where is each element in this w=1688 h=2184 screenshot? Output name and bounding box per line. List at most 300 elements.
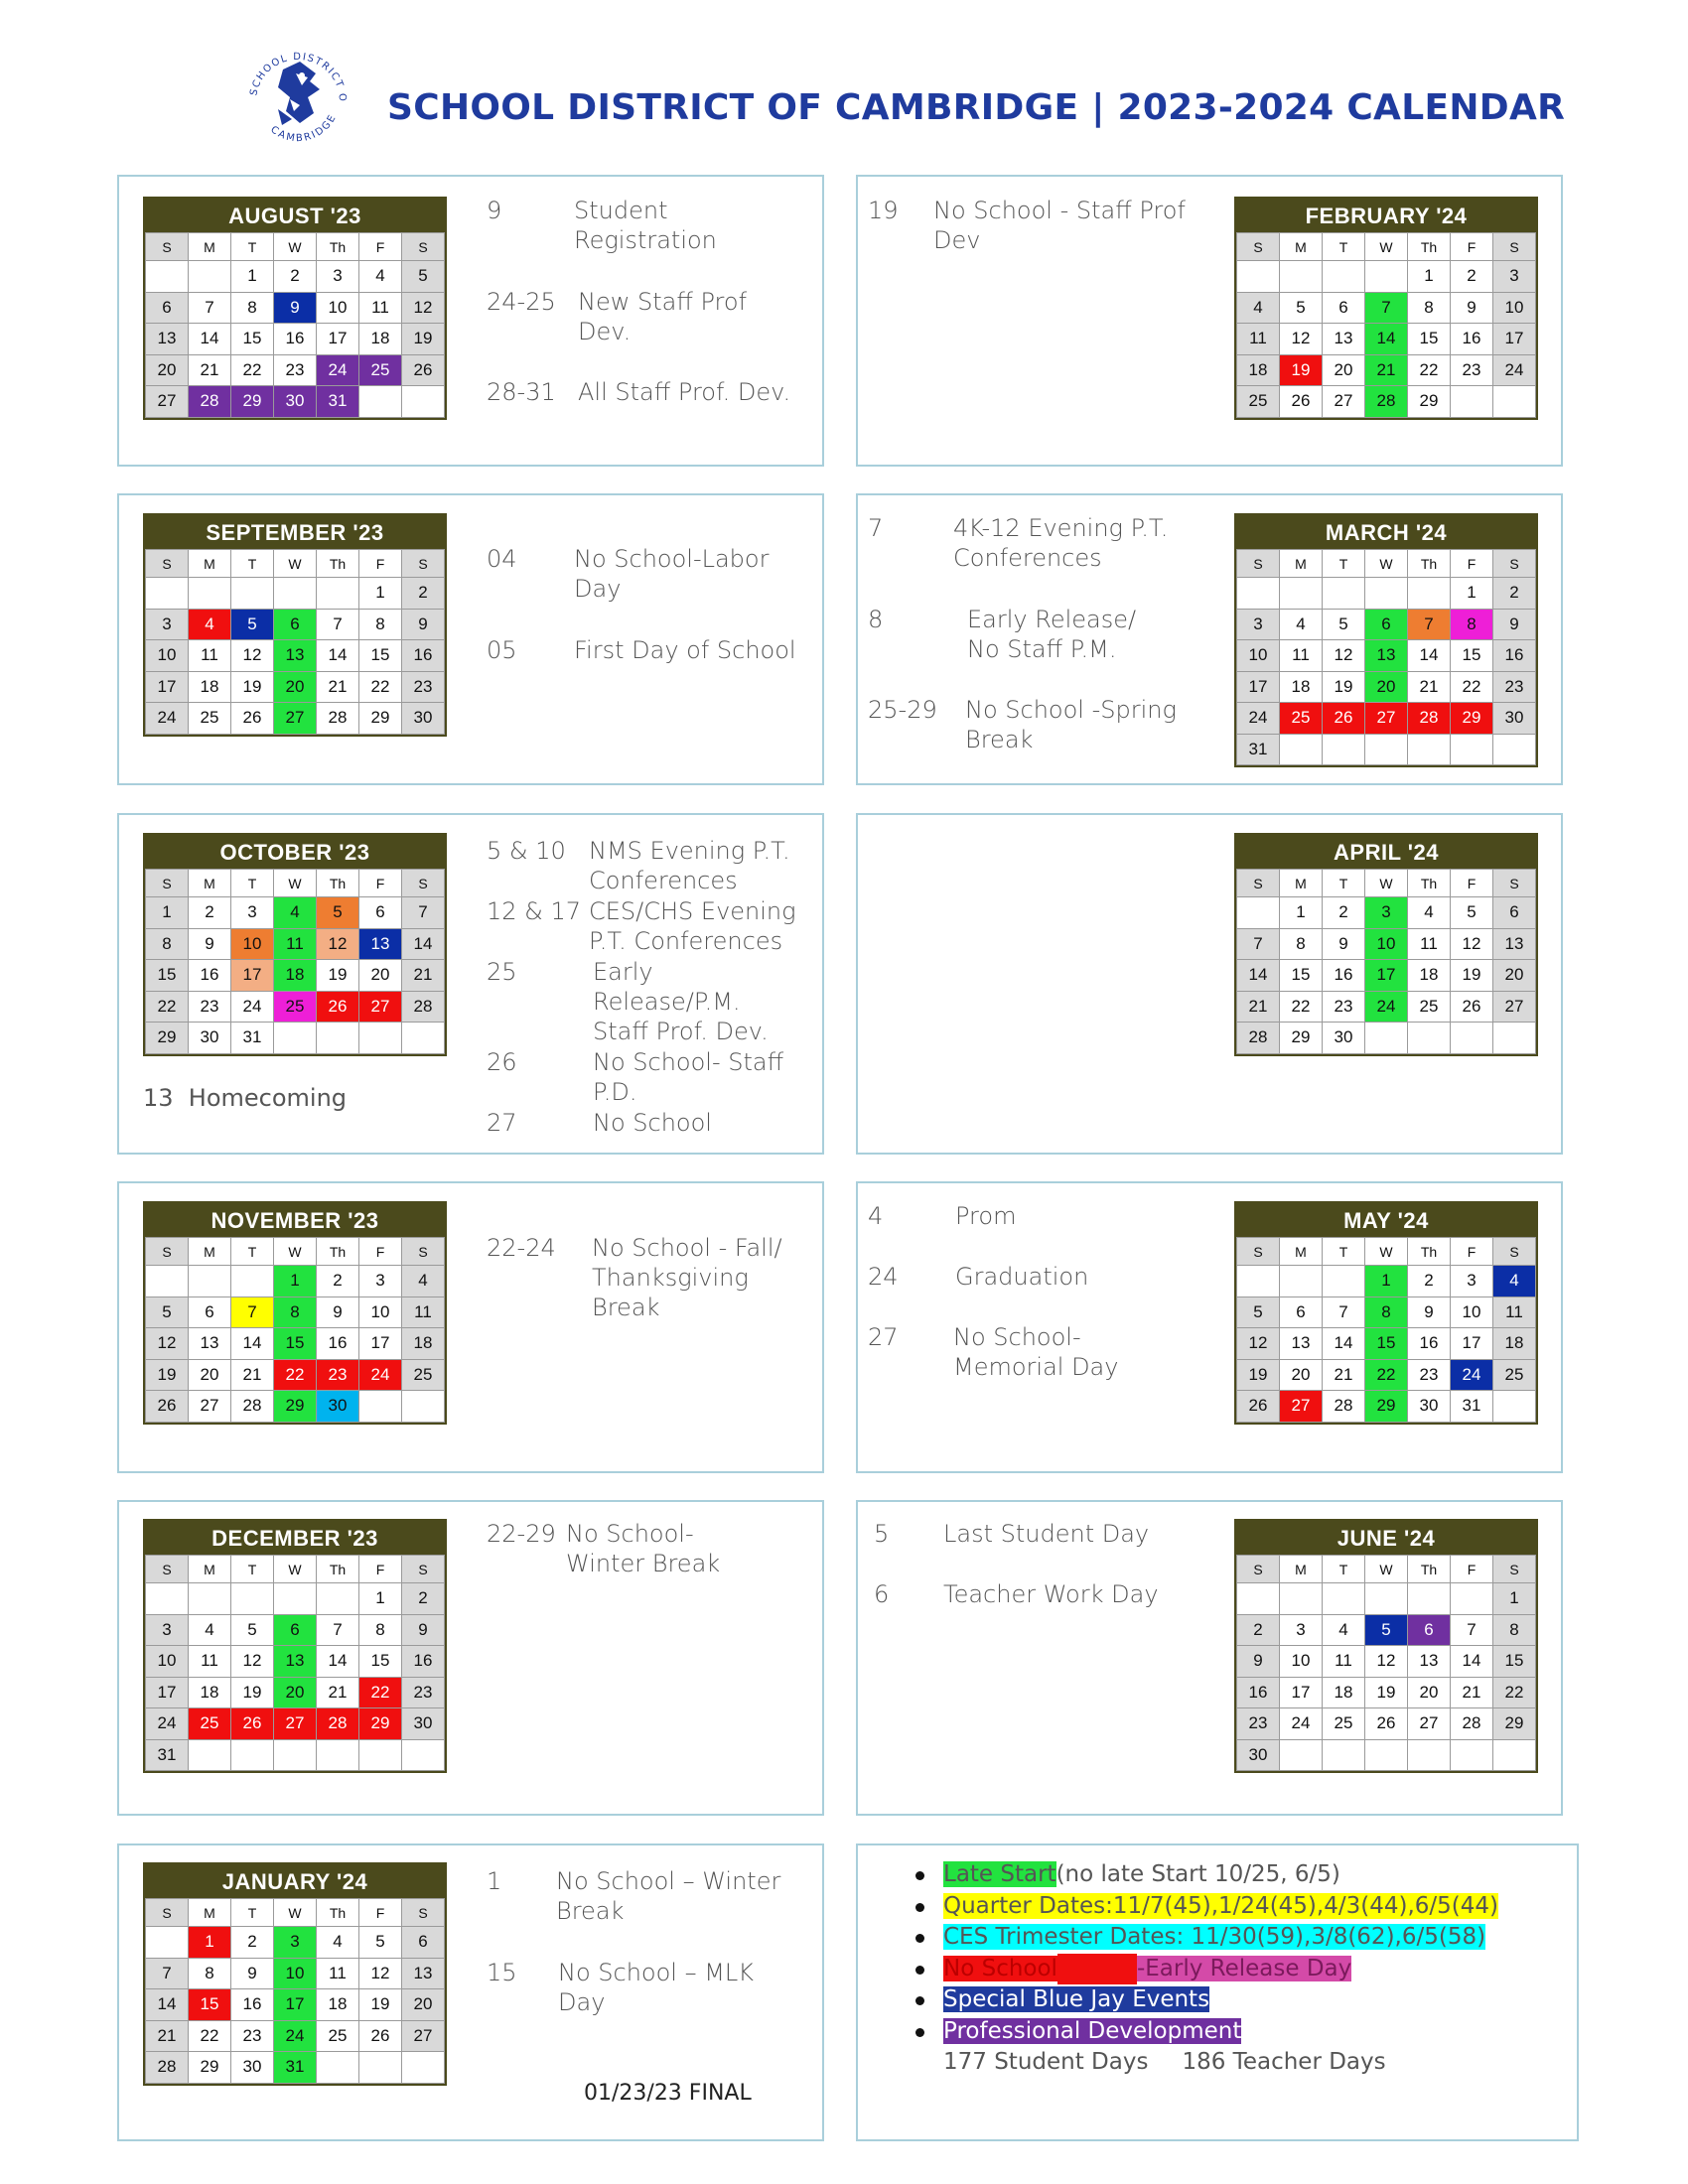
empty-day-cell: [1280, 734, 1323, 765]
day-cell: 2: [402, 1583, 445, 1615]
month-grid: [1236, 232, 1536, 418]
weekday-header-row: [146, 233, 445, 261]
day-cell: 23: [1323, 991, 1365, 1023]
day-cell: 4: [1493, 1266, 1536, 1297]
day-cell: 27: [402, 2020, 445, 2052]
day-cell: 19: [1280, 354, 1323, 386]
day-cell: 6: [1280, 1297, 1323, 1328]
day-cell: 2: [189, 897, 231, 929]
day-cell: 8: [1408, 292, 1451, 324]
week-row: [1237, 1614, 1536, 1646]
day-cell: 17: [1365, 960, 1408, 992]
weekday-header-row: [146, 1238, 445, 1266]
day-cell: 5: [1237, 1297, 1280, 1328]
day-cell: 11: [359, 292, 402, 324]
day-cell: 2: [1408, 1266, 1451, 1297]
month-grid: [145, 1237, 445, 1423]
event-text: No School-Labor Day: [574, 545, 770, 603]
day-cell: 28: [1408, 703, 1451, 735]
month-grid: [145, 1898, 445, 2084]
day-cell: 18: [1408, 960, 1451, 992]
day-cell: 6: [1493, 897, 1536, 929]
day-cell: 20: [146, 354, 189, 386]
day-cell: 19: [231, 1677, 274, 1708]
event-date: 28-31: [487, 378, 556, 406]
empty-day-cell: [189, 1583, 231, 1615]
weekday-label: S: [146, 1899, 189, 1927]
day-cell: 31: [1451, 1391, 1493, 1423]
week-row: [1237, 1297, 1536, 1328]
day-cell: 24: [317, 354, 359, 386]
weekday-label: F: [359, 1556, 402, 1583]
week-row: [146, 991, 445, 1023]
weekday-label: Th: [317, 550, 359, 578]
day-cell: 13: [1280, 1328, 1323, 1360]
day-cell: 26: [1323, 703, 1365, 735]
day-cell: 19: [1451, 960, 1493, 992]
empty-day-cell: [1365, 1583, 1408, 1615]
week-row: [1237, 1739, 1536, 1771]
day-cell: 17: [274, 1989, 317, 2021]
day-cell: 7: [317, 609, 359, 640]
day-cell: 1: [231, 261, 274, 293]
day-cell: 4: [1323, 1614, 1365, 1646]
day-cell: 12: [231, 640, 274, 672]
weekday-header-row: [1237, 550, 1536, 578]
day-cell: 21: [1237, 991, 1280, 1023]
week-row: [146, 1677, 445, 1708]
day-cell: 25: [1408, 991, 1451, 1023]
empty-day-cell: [1365, 261, 1408, 293]
weekday-label: Th: [1408, 1238, 1451, 1266]
day-cell: 11: [317, 1958, 359, 1989]
day-cell: 23: [274, 354, 317, 386]
weekday-header-row: [1237, 233, 1536, 261]
day-cell: 10: [1493, 292, 1536, 324]
day-cell: 11: [402, 1297, 445, 1328]
week-row: [1237, 1359, 1536, 1391]
event-item: [874, 1579, 1211, 1609]
day-cell: 30: [231, 2052, 274, 2084]
day-totals: [910, 2047, 1545, 2078]
late-start-note: (no late Start 10/25, 6/5): [1055, 1861, 1340, 1887]
day-cell: 30: [1493, 703, 1536, 735]
month-grid: [145, 1555, 445, 1771]
day-cell: 25: [402, 1359, 445, 1391]
day-cell: 18: [359, 324, 402, 355]
empty-day-cell: [146, 578, 189, 610]
week-row: [1237, 671, 1536, 703]
day-cell: 18: [189, 671, 231, 703]
day-cell: 5: [317, 897, 359, 929]
legend-trimester-dates: [910, 1922, 1545, 1954]
day-cell: 3: [231, 897, 274, 929]
day-cell: 21: [189, 354, 231, 386]
day-cell: 17: [146, 671, 189, 703]
week-row: [146, 1614, 445, 1646]
event-date: 4: [868, 1202, 884, 1230]
week-row: [1237, 640, 1536, 672]
weekday-label: W: [274, 870, 317, 897]
day-cell: 13: [189, 1328, 231, 1360]
day-cell: 28: [1323, 1391, 1365, 1423]
event-text: No School- Winter Break: [566, 1520, 721, 1577]
empty-day-cell: [1493, 1739, 1536, 1771]
day-cell: 24: [231, 991, 274, 1023]
week-row: [1237, 1266, 1536, 1297]
day-cell: 1: [1365, 1266, 1408, 1297]
event-date: 1: [487, 1867, 502, 1895]
day-cell: 26: [359, 2020, 402, 2052]
day-cell: 28: [1451, 1708, 1493, 1740]
day-cell: 27: [274, 703, 317, 735]
weekday-label: T: [1323, 550, 1365, 578]
calendar-may: [1234, 1201, 1538, 1425]
week-row: [146, 261, 445, 293]
day-cell: 14: [1237, 960, 1280, 992]
event-text: Early Release/ No Staff P.M.: [967, 606, 1137, 663]
weekday-label: W: [274, 1556, 317, 1583]
empty-day-cell: [317, 578, 359, 610]
day-cell: 12: [1451, 928, 1493, 960]
empty-day-cell: [1280, 1739, 1323, 1771]
event-text: 4K-12 Evening P.T. Conferences: [953, 514, 1169, 572]
empty-day-cell: [231, 578, 274, 610]
weekday-label: Th: [1408, 870, 1451, 897]
day-cell: 24: [1493, 354, 1536, 386]
day-cell: 17: [1451, 1328, 1493, 1360]
weekday-label: W: [1365, 870, 1408, 897]
weekday-label: S: [146, 1556, 189, 1583]
day-cell: 29: [1408, 386, 1451, 418]
day-cell: 21: [1408, 671, 1451, 703]
day-cell: 16: [1408, 1328, 1451, 1360]
day-cell: 12: [1323, 640, 1365, 672]
day-cell: 8: [1451, 609, 1493, 640]
day-cell: 4: [1280, 609, 1323, 640]
day-cell: 5: [1280, 292, 1323, 324]
day-cell: 29: [274, 1391, 317, 1423]
day-cell: 9: [1493, 609, 1536, 640]
day-cell: 7: [1451, 1614, 1493, 1646]
day-cell: 15: [189, 1989, 231, 2021]
empty-day-cell: [1280, 578, 1323, 610]
weekday-label: S: [146, 233, 189, 261]
weekday-label: Th: [1408, 1556, 1451, 1583]
empty-day-cell: [274, 1739, 317, 1771]
week-row: [146, 960, 445, 992]
day-cell: 11: [189, 1646, 231, 1678]
empty-day-cell: [1280, 261, 1323, 293]
event-item: [868, 196, 1205, 255]
day-cell: 15: [359, 640, 402, 672]
day-cell: 31: [231, 1023, 274, 1054]
weekday-label: W: [1365, 1556, 1408, 1583]
day-cell: 7: [1323, 1297, 1365, 1328]
weekday-header-row: [146, 870, 445, 897]
event-text: Last Student Day: [943, 1520, 1150, 1548]
day-cell: 28: [402, 991, 445, 1023]
day-cell: 25: [317, 2020, 359, 2052]
empty-day-cell: [1237, 578, 1280, 610]
weekday-label: T: [1323, 1238, 1365, 1266]
day-cell: 31: [317, 386, 359, 418]
day-cell: 24: [1280, 1708, 1323, 1740]
day-cell: 31: [274, 2052, 317, 2084]
day-cell: 7: [189, 292, 231, 324]
event-text: New Staff Prof Dev.: [578, 288, 748, 345]
weekday-label: M: [189, 1238, 231, 1266]
event-date: 05: [487, 636, 517, 664]
day-cell: 13: [1493, 928, 1536, 960]
day-cell: 9: [1237, 1646, 1280, 1678]
day-cell: 16: [274, 324, 317, 355]
day-cell: 10: [1237, 640, 1280, 672]
weekday-label: F: [1451, 1556, 1493, 1583]
blue-jay-logo: [238, 40, 357, 157]
day-cell: 22: [1493, 1677, 1536, 1708]
professional-development-label: Professional Development: [943, 2017, 1242, 2044]
empty-day-cell: [146, 1583, 189, 1615]
weekday-label: S: [402, 870, 445, 897]
weekday-label: T: [231, 870, 274, 897]
day-cell: 24: [274, 2020, 317, 2052]
event-item: [487, 544, 819, 604]
calendar-february: [1234, 197, 1538, 420]
empty-day-cell: [1323, 734, 1365, 765]
month-grid: [145, 549, 445, 735]
calendar-september: [143, 513, 447, 737]
event-text: No School -Spring Break: [965, 696, 1177, 753]
empty-day-cell: [1323, 1583, 1365, 1615]
day-cell: 7: [1408, 609, 1451, 640]
week-row: [1237, 960, 1536, 992]
day-cell: 14: [402, 928, 445, 960]
event-text: Graduation: [955, 1263, 1089, 1291]
event-item: [487, 1233, 819, 1322]
legend-special-events: [910, 1984, 1545, 2016]
week-row: [146, 1958, 445, 1989]
event-text: All Staff Prof. Dev.: [578, 378, 791, 406]
weekday-label: F: [1451, 550, 1493, 578]
day-cell: 9: [1451, 292, 1493, 324]
day-cell: 21: [1451, 1677, 1493, 1708]
week-row: [1237, 324, 1536, 355]
day-cell: 16: [402, 640, 445, 672]
empty-day-cell: [359, 2052, 402, 2084]
day-cell: 21: [402, 960, 445, 992]
day-cell: 20: [189, 1359, 231, 1391]
weekday-label: T: [231, 1556, 274, 1583]
weekday-label: Th: [317, 1899, 359, 1927]
empty-day-cell: [1451, 1583, 1493, 1615]
day-cell: 20: [1493, 960, 1536, 992]
week-row: [146, 1266, 445, 1297]
empty-day-cell: [317, 1739, 359, 1771]
day-cell: 10: [359, 1297, 402, 1328]
day-cell: 4: [189, 609, 231, 640]
day-cell: 7: [146, 1958, 189, 1989]
week-row: [146, 292, 445, 324]
weekday-label: W: [1365, 550, 1408, 578]
event-date: 7: [868, 514, 884, 542]
calendar-august: [143, 197, 447, 420]
week-row: [146, 578, 445, 610]
day-cell: 5: [146, 1297, 189, 1328]
empty-day-cell: [1408, 1583, 1451, 1615]
day-cell: 9: [402, 1614, 445, 1646]
day-cell: 27: [1365, 703, 1408, 735]
day-cell: 17: [1493, 324, 1536, 355]
day-cell: 14: [231, 1328, 274, 1360]
calendar-november: [143, 1201, 447, 1425]
empty-day-cell: [1493, 1391, 1536, 1423]
empty-day-cell: [359, 1391, 402, 1423]
day-cell: 3: [146, 1614, 189, 1646]
empty-day-cell: [1451, 1739, 1493, 1771]
day-cell: 8: [189, 1958, 231, 1989]
weekday-label: S: [402, 233, 445, 261]
day-cell: 10: [146, 1646, 189, 1678]
day-cell: 27: [189, 1391, 231, 1423]
day-cell: 29: [1280, 1023, 1323, 1054]
event-date: 24-25: [487, 288, 556, 316]
weekday-label: S: [1493, 1556, 1536, 1583]
empty-day-cell: [1237, 1583, 1280, 1615]
day-cell: 3: [274, 1927, 317, 1959]
week-row: [146, 1391, 445, 1423]
empty-day-cell: [1451, 1023, 1493, 1054]
day-cell: 13: [1408, 1646, 1451, 1678]
weekday-label: F: [1451, 233, 1493, 261]
week-row: [146, 1646, 445, 1678]
day-cell: 2: [1451, 261, 1493, 293]
empty-day-cell: [359, 1023, 402, 1054]
day-cell: 12: [1237, 1328, 1280, 1360]
empty-day-cell: [274, 1023, 317, 1054]
weekday-label: W: [274, 550, 317, 578]
month-grid: [145, 232, 445, 418]
day-cell: 11: [189, 640, 231, 672]
day-cell: 27: [359, 991, 402, 1023]
day-cell: 10: [274, 1958, 317, 1989]
day-cell: 13: [274, 640, 317, 672]
day-cell: 11: [1280, 640, 1323, 672]
day-cell: 15: [1365, 1328, 1408, 1360]
weekday-label: F: [1451, 870, 1493, 897]
day-cell: 11: [274, 928, 317, 960]
day-cell: 25: [1323, 1708, 1365, 1740]
calendar-december: [143, 1519, 447, 1773]
empty-day-cell: [274, 1583, 317, 1615]
week-row: [1237, 1677, 1536, 1708]
day-cell: 27: [274, 1708, 317, 1740]
month-title: FEBRUARY '24: [1236, 199, 1536, 232]
day-cell: 28: [231, 1391, 274, 1423]
day-cell: 7: [317, 1614, 359, 1646]
day-cell: 15: [274, 1328, 317, 1360]
event-date: 12 & 17: [487, 897, 582, 925]
day-cell: 19: [1365, 1677, 1408, 1708]
event-text: No School- Staff P.D.: [593, 1048, 784, 1106]
day-cell: 22: [1280, 991, 1323, 1023]
day-cell: 4: [359, 261, 402, 293]
day-cell: 14: [146, 1989, 189, 2021]
event-text: Student Registration: [574, 197, 717, 254]
day-cell: 4: [402, 1266, 445, 1297]
event-text: No School – MLK Day: [558, 1959, 755, 2016]
day-cell: 2: [274, 261, 317, 293]
day-cell: 4: [1408, 897, 1451, 929]
week-row: [146, 2052, 445, 2084]
weekday-label: M: [189, 870, 231, 897]
event-date: 6: [874, 1580, 890, 1608]
weekday-label: M: [1280, 550, 1323, 578]
weekday-label: T: [231, 550, 274, 578]
week-row: [146, 703, 445, 735]
event-item: [868, 695, 1215, 754]
day-cell: 14: [1365, 324, 1408, 355]
day-cell: 26: [317, 991, 359, 1023]
day-cell: 22: [359, 671, 402, 703]
event-text: Teacher Work Day: [943, 1580, 1159, 1608]
day-cell: 22: [359, 1677, 402, 1708]
empty-day-cell: [402, 1739, 445, 1771]
day-cell: 27: [1493, 991, 1536, 1023]
day-cell: 27: [1323, 386, 1365, 418]
event-text: No School - Fall/ Thanksgiving Break: [592, 1234, 782, 1321]
day-cell: 5: [1451, 897, 1493, 929]
day-cell: 11: [1408, 928, 1451, 960]
day-cell: 3: [1451, 1266, 1493, 1297]
week-row: [146, 354, 445, 386]
month-title: NOVEMBER '23: [145, 1203, 445, 1237]
event-item: [487, 196, 814, 255]
weekday-label: M: [1280, 870, 1323, 897]
day-cell: 24: [1365, 991, 1408, 1023]
event-item: [487, 635, 819, 665]
day-cell: 18: [1493, 1328, 1536, 1360]
empty-day-cell: [189, 1739, 231, 1771]
day-cell: 23: [402, 1677, 445, 1708]
week-row: [146, 1927, 445, 1959]
empty-day-cell: [359, 1739, 402, 1771]
week-row: [1237, 261, 1536, 293]
day-cell: 3: [146, 609, 189, 640]
day-cell: 5: [231, 1614, 274, 1646]
weekday-label: W: [1365, 1238, 1408, 1266]
empty-day-cell: [317, 1023, 359, 1054]
empty-day-cell: [146, 261, 189, 293]
day-cell: 11: [1493, 1297, 1536, 1328]
day-cell: 3: [1237, 609, 1280, 640]
weekday-label: W: [274, 1899, 317, 1927]
day-cell: 17: [1237, 671, 1280, 703]
month-title: AUGUST '23: [145, 199, 445, 232]
weekday-label: M: [189, 233, 231, 261]
day-cell: 21: [146, 2020, 189, 2052]
day-cell: 28: [317, 1708, 359, 1740]
calendar-june: [1234, 1519, 1538, 1773]
day-cell: 21: [1323, 1359, 1365, 1391]
empty-day-cell: [402, 1023, 445, 1054]
day-cell: 6: [402, 1927, 445, 1959]
event-item: [487, 287, 814, 346]
day-cell: 22: [231, 354, 274, 386]
week-row: [1237, 609, 1536, 640]
day-cell: 16: [402, 1646, 445, 1678]
empty-day-cell: [402, 1391, 445, 1423]
